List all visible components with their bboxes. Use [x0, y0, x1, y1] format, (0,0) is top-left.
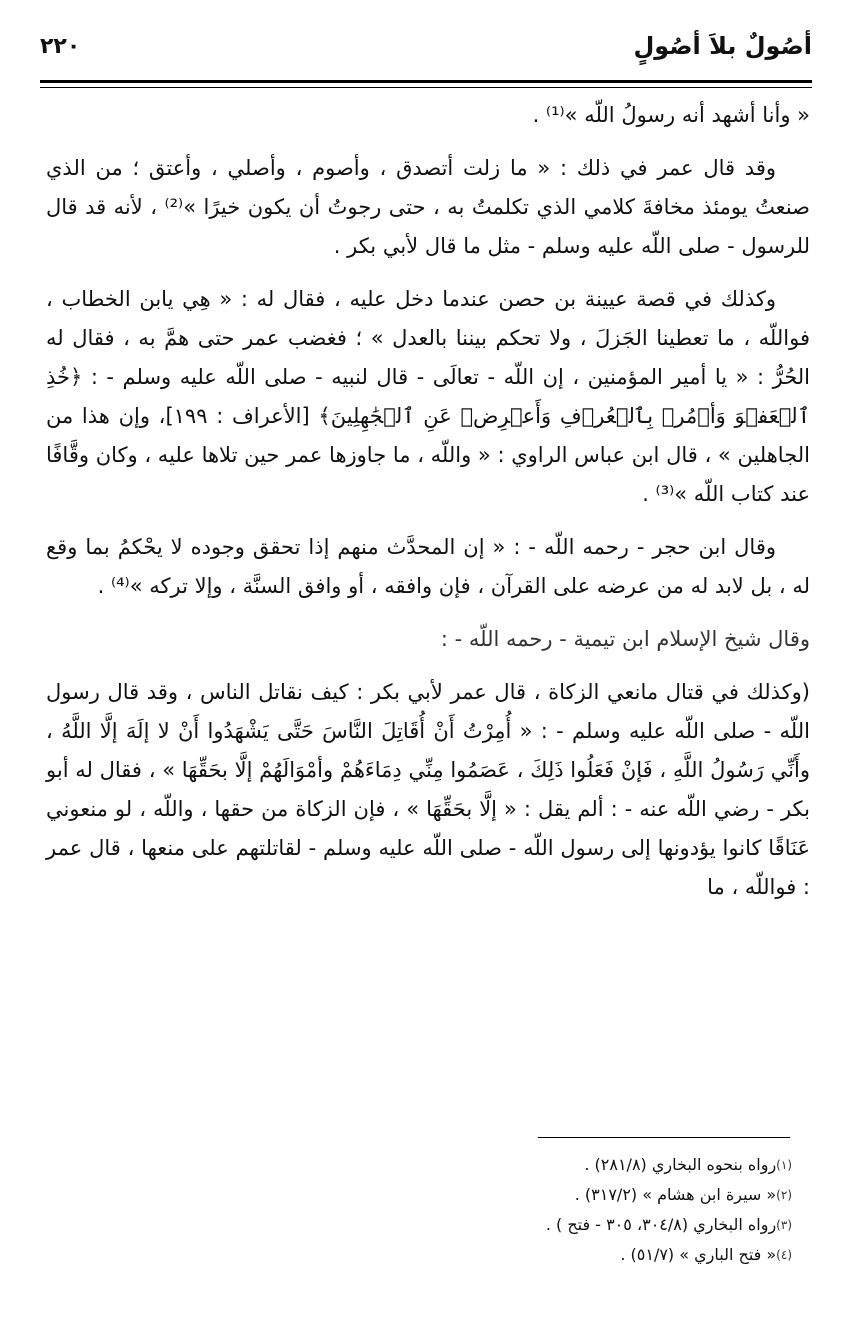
subheading: وقال شيخ الإسلام ابن تيمية - رحمه اللّه - :: [440, 627, 810, 651]
page-number: ٢٢٠: [40, 34, 81, 59]
footnote-mark: (٣): [776, 1218, 792, 1232]
body-text: [46, 96, 810, 907]
footnote-text: « فتح الباري » (٥١/٧) .: [620, 1245, 777, 1264]
running-title: أصُولٌ بلاَ أصُولٍ: [633, 32, 812, 60]
footnote: [200, 1240, 792, 1270]
footnote-mark: (٢): [776, 1188, 792, 1202]
footnote: [200, 1210, 792, 1240]
footnote-mark: (٤): [776, 1248, 792, 1262]
footnote-separator: [538, 1137, 790, 1138]
page-header: [40, 28, 812, 78]
paragraph: « وأنا أشهد أنه رسولُ اللّه »⁽¹⁾ .: [532, 103, 810, 127]
footnote-text: رواه بنحوه البخاري (٢٨١/٨) .: [584, 1155, 777, 1174]
footnote-text: « سيرة ابن هشام » (٣١٧/٢) .: [574, 1185, 777, 1204]
footnote-text: رواه البخاري (٣٠٤/٨، ٣٠٥ - فتح ) .: [545, 1215, 777, 1234]
paragraph: وقال ابن حجر - رحمه اللّه - : « إن المحدَّث منهم إذا تحقق وجوده لا يحْكمُ بما وقع له ، بل لابد له من عرضه على القرآن ، فإن وافقه ، أو وافق السنَّة ، وإلا تركه »⁽⁴⁾ .: [46, 535, 810, 598]
footnotes: [200, 1150, 792, 1270]
paragraph: وقد قال عمر في ذلك : « ما زلت أتصدق ، وأصوم ، وأصلي ، وأعتق ؛ من الذي صنعتُ يومئذ مخافةَ كلامي الذي تكلمتُ به ، حتى رجوتُ أن يكون خيرًا »⁽²⁾ ، لأنه قد قال للرسول - صلى اللّه عليه وسلم - مثل ما قال لأبي بكر .: [46, 156, 810, 258]
paragraph: وكذلك في قصة عيينة بن حصن عندما دخل عليه ، فقال له : « هِي يابن الخطاب ، فواللّه ، ما تعطينا الجَزلَ ، ولا تحكم بيننا بالعدل » ؛ فغضب عمر حتى همَّ به ، فقال له الحُرُّ : « يا أمير المؤمنين ، إن اللّه - تعالَى - قال لنبيه - صلى اللّه عليه وسلم - : ﴿خُذِ ٱلۡعَفۡوَ وَأۡمُرۡ بِٱلۡعُرۡفِ وَأَعۡرِضۡ عَنِ ٱلۡجَٰهِلِينَ﴾ [الأعراف : ١٩٩]، وإن هذا من الجاهلين » ، قال ابن عباس الراوي : « واللّه ، ما جاوزها عمر حين تلاها عليه ، وكان وقَّافًا عند كتاب اللّه »⁽³⁾ .: [46, 287, 811, 506]
quote-paragraph: (وكذلك في قتال مانعي الزكاة ، قال عمر لأبي بكر : كيف نقاتل الناس ، وقد قال رسول اللّه - صلى اللّه عليه وسلم - : « أُمِرْتُ أَنْ أُقَاتِلَ النَّاسَ حَتَّى يَشْهَدُوا أَنْ لا إلَهَ إلَّا اللَّهُ ، وأَنِّي رَسُولُ اللَّهِ ، فَإنْ فَعَلُوا ذَلِكَ ، عَصَمُوا مِنِّي دِمَاءَهُمْ وأمْوَالَهُمْ إلَّا بحَقِّهَا » ، فقال له أبو بكر - رضي اللّه عنه - : ألم يقل : « إلَّا بحَقِّهَا » ، فإن الزكاة من حقها ، واللّه ، لو منعوني عَنَاقًا كانوا يؤدونها إلى رسول اللّه - صلى اللّه عليه وسلم - لقاتلتهم على منعها ، قال عمر : فواللّه ، ما: [46, 680, 810, 899]
header-rule-thick: [40, 80, 812, 83]
header-rule-thin: [40, 87, 812, 88]
footnote: [200, 1150, 792, 1180]
footnote-mark: (١): [776, 1158, 792, 1172]
footnote: [200, 1180, 792, 1210]
